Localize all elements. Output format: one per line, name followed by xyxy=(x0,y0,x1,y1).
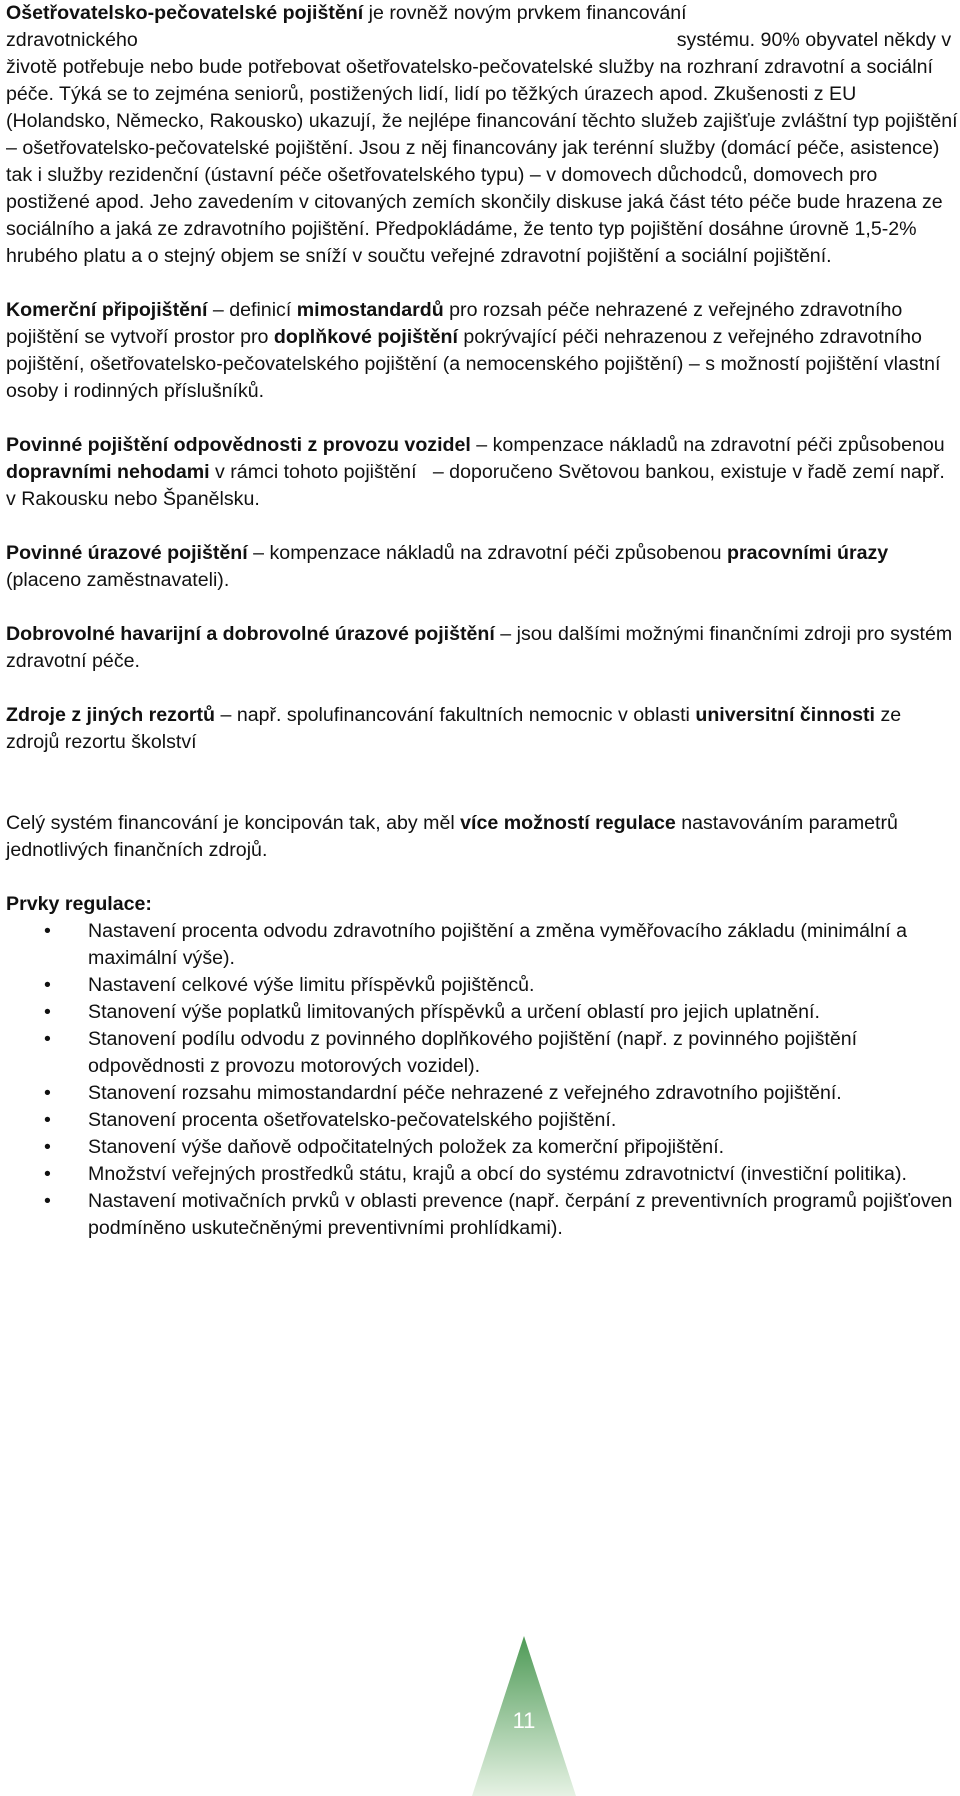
regulation-item-text: Stanovení rozsahu mimostandardní péče nehrazené z veřejného zdravotního pojištění. xyxy=(88,1082,842,1104)
term-nursing-insurance: Ošetřovatelsko-pečovatelské pojištění xyxy=(6,2,364,24)
bullet-icon: • xyxy=(44,1190,51,1212)
term-mimostandard: mimostandardů xyxy=(296,299,444,321)
regulation-item-text: Stanovení procenta ošetřovatelsko-pečovatelského pojištění. xyxy=(88,1109,617,1131)
regulation-item-text: Stanovení výše daňově odpočitatelných položek za komerční připojištění. xyxy=(88,1136,725,1158)
bullet-icon: • xyxy=(44,1136,51,1158)
term-accident-insurance: Povinné úrazové pojištění xyxy=(6,542,248,564)
regulation-list xyxy=(6,918,958,1242)
bullet-icon: • xyxy=(44,974,51,996)
document-page xyxy=(6,0,958,1242)
term-other-sources: Zdroje z jiných rezortů xyxy=(6,704,216,726)
paragraph-regulation-summary: Celý systém financování je koncipován tak, aby měl více možností regulace nastavováním parametrů jednotlivých finančních zdrojů. xyxy=(6,812,898,861)
paragraph-other-sources: Zdroje z jiných rezortů – např. spolufinancování fakultních nemocnic v oblasti universitní činnosti ze zdrojů rezortu školství xyxy=(6,704,902,753)
regulation-item-text: Nastavení motivačních prvků v oblasti prevence (např. čerpání z preventivních programů pojišťoven podmíněno uskutečněnými preventivními prohlídkami). xyxy=(88,1190,953,1239)
paragraph-nursing-insurance xyxy=(6,0,958,270)
paragraph-accident-insurance: Povinné úrazové pojištění – kompenzace nákladů na zdravotní péči způsobenou pracovními úrazy (placeno zaměstnavateli). xyxy=(6,542,889,591)
paragraph-text: je rovněž novým prvkem financování zdravotnického systému. 90% obyvatel někdy v životě potřebuje nebo bude potřebovat ošetřovatelsko-pečovatelské služby na rozhraní zdravotní a sociální péče. Týká se to zejména seniorů, postižených lidí, lidí po těžkých úrazech apod. Zkušenosti z EU (Holandsko, Německo, Rakousko) ukazují, že nejlépe financování těchto služeb zajišťuje zvláštní typ pojištění – ošetřovatelsko-pečovatelské pojištění. Jsou z něj financovány jak terénní služby (domácí péče, asistence) tak i služby rezidenční (ústavní péče ošetřovatelského typu) – v domovech důchodců, domovech pro postižené apod. Jeho zavedením v citovaných zemích skončily diskuse jaká část této péče bude hrazena ze sociálního a jaká ze zdravotního pojištění. Předpokládáme, že tento typ pojištění dosáhne úrovně 1,5-2% hrubého platu a o stejný objem se sníží v součtu veřejné zdravotní pojištění a sociální pojištění. xyxy=(6,2,958,267)
bullet-icon: • xyxy=(44,1109,51,1131)
regulation-item-text: Množství veřejných prostředků státu, krajů a obcí do systému zdravotnictví (investiční politika). xyxy=(88,1163,907,1185)
term-voluntary-insurance: Dobrovolné havarijní a dobrovolné úrazové pojištění xyxy=(6,623,495,645)
bullet-icon: • xyxy=(44,1001,51,1023)
regulation-item-text: Nastavení procenta odvodu zdravotního pojištění a změna vyměřovacího základu (minimální a maximální výše). xyxy=(88,920,908,969)
paragraph-commercial-insurance: Komerční připojištění – definicí mimostandardů pro rozsah péče nehrazené z veřejného zdravotního pojištění se vytvoří prostor pro doplňkové pojištění pokrývající péči nehrazenou z veřejného zdravotního pojištění, ošetřovatelsko-pečovatelského pojištění (a nemocenského pojištění) – s možností pojištění vlastní osoby i rodinných příslušníků. xyxy=(6,299,941,402)
term-vehicle-liability: Povinné pojištění odpovědnosti z provozu vozidel xyxy=(6,434,471,456)
regulation-list-item xyxy=(6,1080,958,1107)
page-number: 11 xyxy=(512,1708,536,1733)
term-supplementary-insurance: doplňkové pojištění xyxy=(273,326,458,348)
page-footer xyxy=(472,1636,576,1796)
regulation-list-item xyxy=(6,1026,958,1080)
paragraph-vehicle-liability: Povinné pojištění odpovědnosti z provozu vozidel – kompenzace nákladů na zdravotní péči způsobenou dopravními nehodami v rámci tohoto pojištění – doporučeno Světovou bankou, existuje v řadě zemí např. v Rakousku nebo Španělsku. xyxy=(6,434,945,510)
regulation-list-item xyxy=(6,1107,958,1134)
bullet-icon: • xyxy=(44,1028,51,1050)
term-work-injuries: pracovními úrazy xyxy=(727,542,889,564)
regulation-heading: Prvky regulace: xyxy=(6,893,152,915)
term-commercial-insurance: Komerční připojištění xyxy=(6,299,208,321)
regulation-list-item xyxy=(6,918,958,972)
regulation-list-item xyxy=(6,1134,958,1161)
bullet-icon: • xyxy=(44,920,51,942)
term-traffic-accidents: dopravními nehodami xyxy=(6,461,210,483)
bullet-icon: • xyxy=(44,1163,51,1185)
term-university-activity: universitní činnosti xyxy=(695,704,875,726)
paragraph-voluntary-insurance: Dobrovolné havarijní a dobrovolné úrazové pojištění – jsou dalšími možnými finančními zdroji pro systém zdravotní péče. xyxy=(6,623,953,672)
regulation-item-text: Stanovení výše poplatků limitovaných příspěvků a určení oblastí pro jejich uplatnění. xyxy=(88,1001,820,1023)
term-regulation: více možností regulace xyxy=(460,812,676,834)
regulation-item-text: Nastavení celkové výše limitu příspěvků pojištěnců. xyxy=(88,974,535,996)
regulation-list-item xyxy=(6,1161,958,1188)
regulation-list-item xyxy=(6,999,958,1026)
regulation-list-item xyxy=(6,1188,958,1242)
regulation-list-item xyxy=(6,972,958,999)
regulation-item-text: Stanovení podílu odvodu z povinného doplňkového pojištění (např. z povinného pojištění odpovědnosti z provozu motorových vozidel). xyxy=(88,1028,858,1077)
bullet-icon: • xyxy=(44,1082,51,1104)
